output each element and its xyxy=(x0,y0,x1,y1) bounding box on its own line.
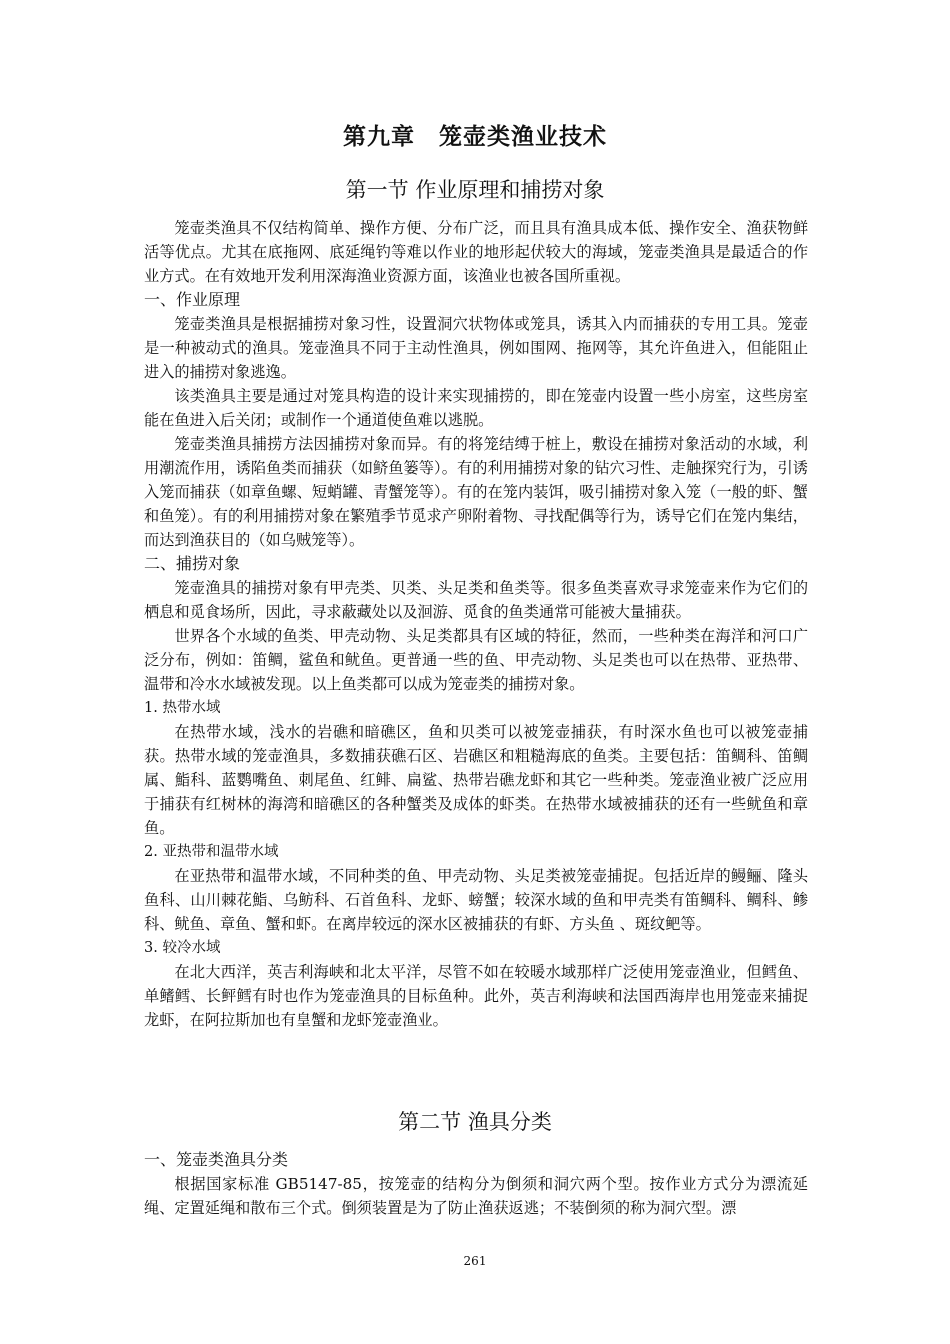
subheading-tropical: 1. 热带水域 xyxy=(144,700,221,716)
paragraph: 世界各个水域的鱼类、甲壳动物、头足类都具有区域的特征，然而，一些种类在海洋和河口广泛分布，例如：笛鲷，鲨鱼和鱿鱼。更普通一些的鱼、甲壳动物、头足类也可以在热带、亚热带、温带和冷水水域被发现。以上鱼类都可以成为笼壶类的捕捞对象。 xyxy=(144,627,808,693)
paragraph: 在热带水域，浅水的岩礁和暗礁区，鱼和贝类可以被笼壶捕获，有时深水鱼也可以被笼壶捕获。热带水域的笼壶渔具，多数捕获礁石区、岩礁区和粗糙海底的鱼类。主要包括：笛鲷科、笛鲷属、鮨科、蓝鹦嘴鱼、刺尾鱼、红鲱、扁鲨、热带岩礁龙虾和其它一些种类。笼壶渔业被广泛应用于捕获有红树林的海湾和暗礁区的各种蟹类及成体的虾类。在热带水域被捕获的还有一些鱿鱼和章鱼。 xyxy=(144,723,808,837)
section-title-2: 第二节 渔具分类 xyxy=(398,1110,552,1134)
section-1-body xyxy=(144,216,808,1032)
paragraph: 笼壶类渔具是根据捕捞对象习性，设置洞穴状物体或笼具，诱其入内而捕获的专用工具。笼壶是一种被动式的渔具。笼壶渔具不同于主动性渔具，例如围网、拖网等，其允许鱼进入，但能阻止进入的捕捞对象逃逸。 xyxy=(144,315,808,381)
page-number: 261 xyxy=(463,1254,487,1268)
section-title-1: 第一节 作业原理和捕捞对象 xyxy=(345,178,605,202)
heading-principle: 一、作业原理 xyxy=(144,290,241,309)
paragraph: 根据国家标准 GB5147-85，按笼壶的结构分为倒须和洞穴两个型。按作业方式分为漂流延绳、定置延绳和散布三个式。倒须装置是为了防止渔获返逃；不装倒须的称为洞穴型。漂 xyxy=(144,1175,808,1217)
paragraph: 笼壶渔具的捕捞对象有甲壳类、贝类、头足类和鱼类等。很多鱼类喜欢寻求笼壶来作为它们的栖息和觅食场所，因此，寻求蔽藏处以及洄游、觅食的鱼类通常可能被大量捕获。 xyxy=(144,579,808,621)
section-2-body xyxy=(144,1148,808,1220)
subheading-subtropical: 2. 亚热带和温带水域 xyxy=(144,844,279,860)
paragraph-intro: 笼壶类渔具不仅结构简单、操作方便、分布广泛，而且具有渔具成本低、操作安全、渔获物鲜活等优点。尤其在底拖网、底延绳钓等难以作业的地形起伏较大的海域，笼壶类渔具是最适合的作业方式。在有效地开发利用深海渔业资源方面，该渔业也被各国所重视。 xyxy=(144,219,808,285)
chapter-title: 第九章 笼壶类渔业技术 xyxy=(343,124,607,150)
heading-classification: 一、笼壶类渔具分类 xyxy=(144,1150,289,1169)
paragraph: 在亚热带和温带水域，不同种类的鱼、甲壳动物、头足类被笼壶捕捉。包括近岸的鳗鲡、隆头鱼科、山川棘花鮨、乌鲂科、石首鱼科、龙虾、螃蟹；较深水域的鱼和甲壳类有笛鲷科、鲷科、鲹科、鱿鱼、章鱼、蟹和虾。在离岸较远的深水区被捕获的有虾、方头鱼 、斑纹鲃等。 xyxy=(144,867,808,933)
paragraph: 在北大西洋，英吉利海峡和北太平洋，尽管不如在较暖水域那样广泛使用笼壶渔业，但鳕鱼、单鳍鳕、长鲆鳕有时也作为笼壶渔具的目标鱼种。此外，英吉利海峡和法国西海岸也用笼壶来捕捉龙虾，在阿拉斯加也有皇蟹和龙虾笼壶渔业。 xyxy=(144,963,808,1029)
subheading-cold: 3. 较冷水域 xyxy=(144,940,221,956)
heading-targets: 二、捕捞对象 xyxy=(144,554,241,573)
paragraph: 该类渔具主要是通过对笼具构造的设计来实现捕捞的，即在笼壶内设置一些小房室，这些房室能在鱼进入后关闭；或制作一个通道使鱼难以逃脱。 xyxy=(144,387,808,429)
paragraph: 笼壶类渔具捕捞方法因捕捞对象而异。有的将笼结缚于桩上，敷设在捕捞对象活动的水域，利用潮流作用，诱陷鱼类而捕获（如鲚鱼篓等）。有的利用捕捞对象的钻穴习性、走触探究行为，引诱入笼而捕获（如章鱼螺、短蛸罐、青蟹笼等）。有的在笼内装饵，吸引捕捞对象入笼（一般的虾、蟹和鱼笼）。有的利用捕捞对象在繁殖季节觅求产卵附着物、寻找配偶等行为，诱导它们在笼内集结，而达到渔获目的（如乌贼笼等）。 xyxy=(144,435,808,549)
